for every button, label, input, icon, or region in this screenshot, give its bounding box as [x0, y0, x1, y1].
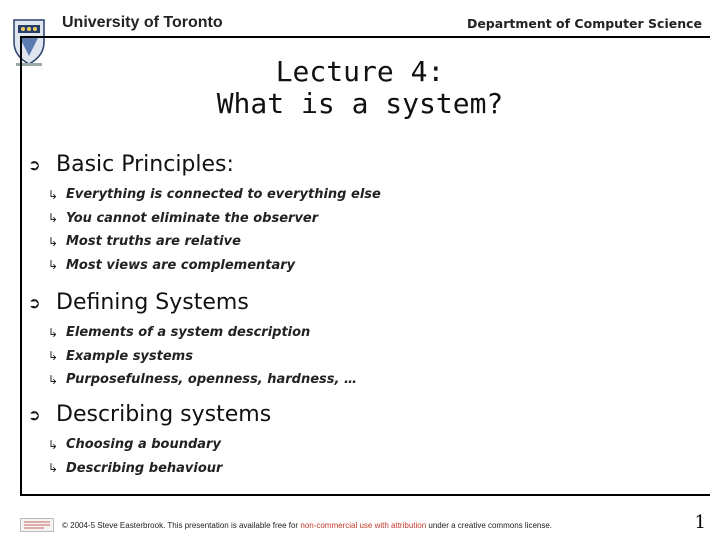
section-heading: Defining Systems — [56, 290, 249, 315]
title-line-1: Lecture 4: — [275, 55, 445, 88]
list-item-text: Choosing a boundary — [66, 437, 221, 453]
arrow-down-right-icon: ↳ — [48, 349, 59, 364]
page-number: 1 — [694, 512, 706, 533]
copyright-text: © 2004-5 Steve Easterbrook. This presentation is available free for — [62, 521, 301, 530]
list-item — [28, 230, 381, 254]
footer-rule — [20, 494, 710, 496]
list-item — [28, 183, 381, 207]
arrow-down-right-icon: ↳ — [48, 437, 59, 452]
arrow-right-icon: ➲ — [28, 155, 41, 174]
list-item-text: Most truths are relative — [66, 234, 241, 250]
section-describing-systems — [28, 402, 271, 480]
list-item-text: Describing behaviour — [66, 460, 223, 476]
list-item — [28, 345, 357, 369]
list-item — [28, 321, 357, 345]
list-item-text: Most views are complementary — [66, 257, 296, 273]
license-link[interactable]: non-commercial use with attribution — [300, 521, 427, 530]
arrow-down-right-icon: ↳ — [48, 234, 59, 249]
section-heading: Basic Principles: — [56, 152, 234, 177]
university-name: University of Toronto — [62, 14, 223, 31]
list-item — [28, 254, 381, 278]
arrow-down-right-icon: ↳ — [48, 258, 59, 273]
arrow-right-icon: ➲ — [28, 293, 41, 312]
list-item — [28, 457, 271, 481]
arrow-down-right-icon: ↳ — [48, 325, 59, 340]
section-heading: Describing systems — [56, 402, 272, 427]
department-name: Department of Computer Science — [466, 16, 702, 31]
creative-commons-logo-icon — [20, 518, 54, 532]
title-line-2: What is a system? — [216, 87, 504, 120]
list-item-text: Example systems — [66, 348, 193, 364]
arrow-down-right-icon: ↳ — [48, 187, 59, 202]
list-item — [28, 433, 271, 457]
list-item — [28, 368, 357, 392]
arrow-down-right-icon: ↳ — [48, 211, 59, 226]
list-item-text: You cannot eliminate the observer — [66, 210, 319, 226]
arrow-right-icon: ➲ — [28, 405, 41, 424]
list-item-text: Elements of a system description — [66, 325, 311, 341]
list-item-text: Everything is connected to everything else — [66, 187, 381, 203]
slide-title — [0, 56, 720, 120]
list-item — [28, 207, 381, 231]
copyright-text-end: under a creative commons license. — [426, 521, 553, 530]
copyright-notice — [62, 521, 552, 530]
header-rule — [20, 36, 710, 38]
section-basic-principles — [28, 152, 381, 277]
section-defining-systems — [28, 290, 357, 392]
arrow-down-right-icon: ↳ — [48, 372, 59, 387]
list-item-text: Purposefulness, openness, hardness, … — [66, 372, 357, 388]
arrow-down-right-icon: ↳ — [48, 461, 59, 476]
